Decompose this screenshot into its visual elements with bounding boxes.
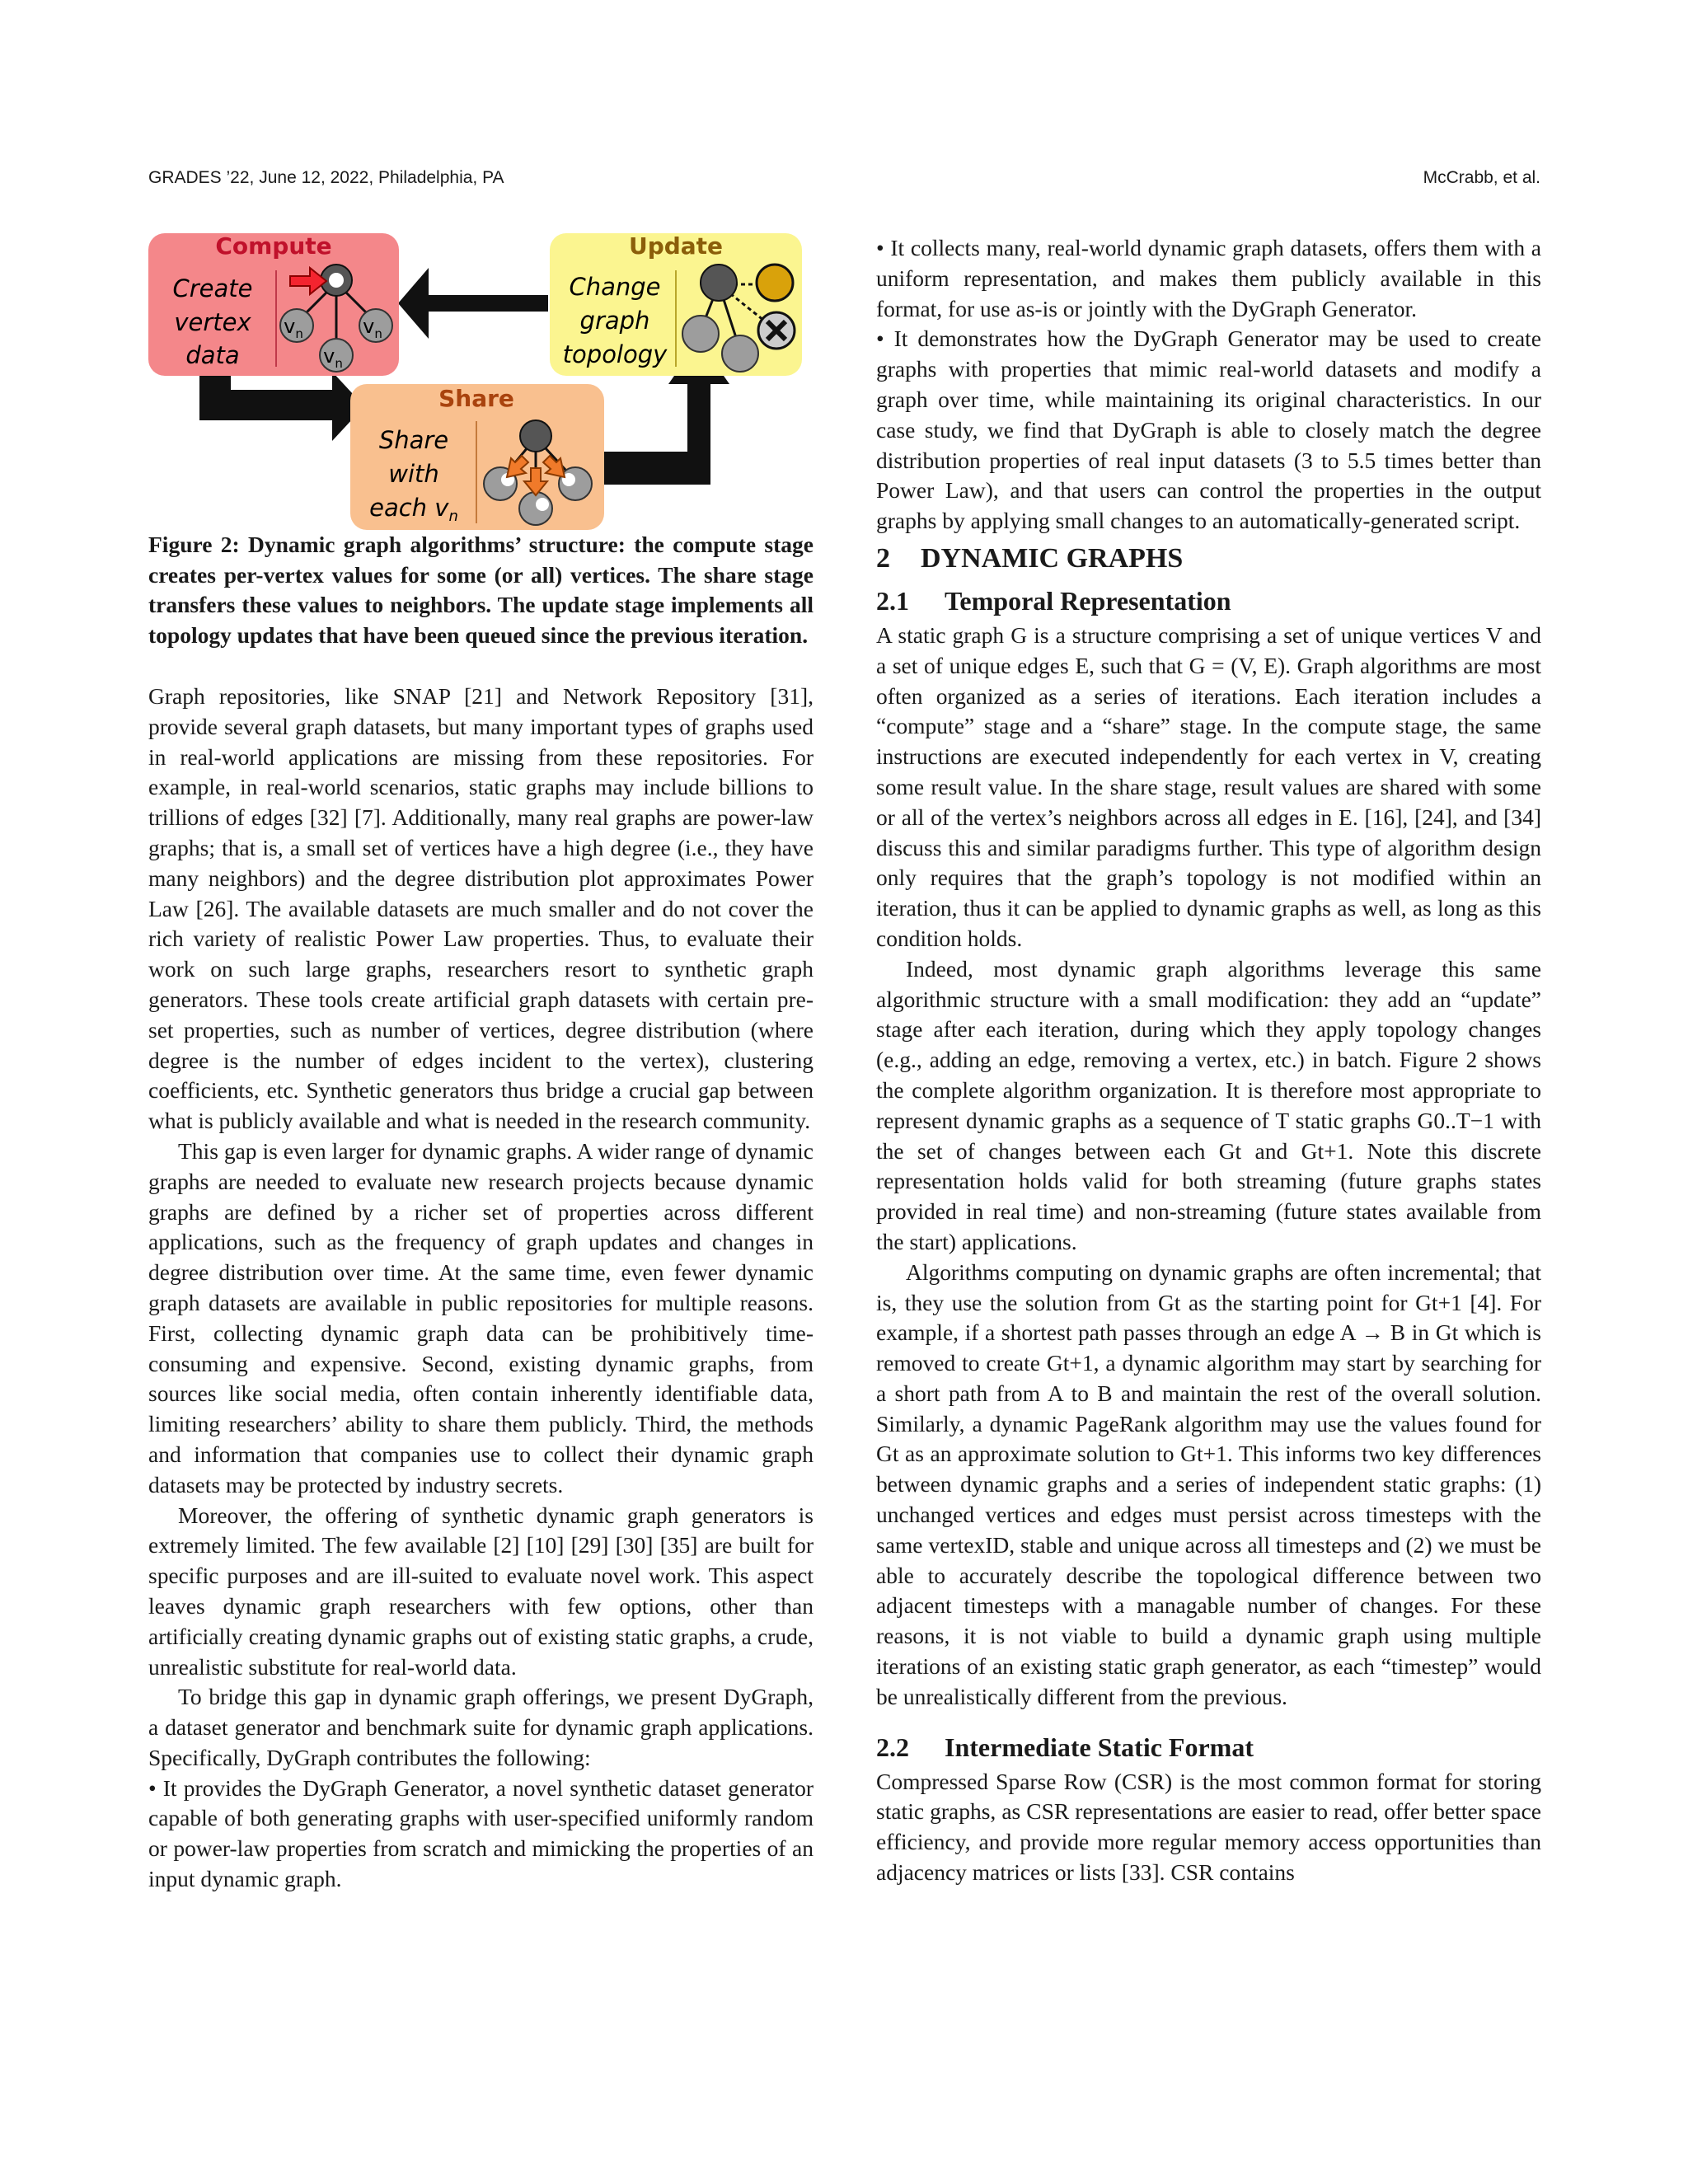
- compute-title: Compute: [215, 233, 332, 260]
- temporal-paragraph-2: Indeed, most dynamic graph algorithms leverage this same algorithmic structure with a small modification: they add an “update” stage after each iteration, during which they apply topology changes (e.g., adding an edge, removing a vertex, etc.) in batch. Figure 2 shows the complete algorithm organization. It is therefore most appropriate to represent dynamic graphs as a sequence of T static graphs G0..T−1 with the set of changes between each Gt and Gt+1. Note this discrete representation holds valid for both streaming (future graphs states provided in real time) and non-streaming (future states available from the start) applications.: [876, 955, 1541, 1254]
- compute-line-3: data: [185, 341, 240, 369]
- subsection-heading-2-2: 2.2 Intermediate Static Format: [876, 1732, 1254, 1762]
- vertex-label: $v_n$: [284, 315, 303, 341]
- share-line-3: each $v_n$: [369, 494, 458, 525]
- temporal-paragraph-3: Algorithms computing on dynamic graphs are often incremental; that is, they use the solution from Gt as the starting point for Gt+1 [4]. For example, if a shortest path passes through an edge A → B in Gt which is removed to create Gt+1, a dynamic algorithm may start by searching for a short path from A to B and maintain the rest of the overall solution. Similarly, a dynamic PageRank algorithm may use the values found for Gt as an approximate solution to Gt+1. This informs two key differences between dynamic graphs and a series of independent static graphs: (1) unchanged vertices and edges must persist across timesteps with the same vertexID, stable and unique across all timesteps and (2) we must be able to accurately describe the topological difference between two adjacent timesteps with a managable number of changes. For these reasons, it is not viable to build a dynamic graph using multiple iterations of an existing static graph generator, as each “timestep” would be unrealistically different from the previous.: [876, 1258, 1541, 1709]
- update-title: Update: [628, 233, 724, 260]
- vertex-label: $v_n$: [323, 344, 343, 371]
- vertex-label: $v_n$: [363, 315, 382, 341]
- share-line-1: Share: [378, 426, 449, 454]
- contribution-bullet-2: • It collects many, real-world dynamic graph datasets, offers them with a uniform representation, and makes them publicly available in this format, for use as-is or jointly with the DyGraph Generator.: [876, 235, 1541, 321]
- update-line-3: topology: [562, 340, 668, 368]
- contribution-bullet-3: • It demonstrates how the DyGraph Generator may be used to create graphs with properties that mimic real-world datasets and modify a graph over time, while maintaining its original characteristics. In our case study, we find that DyGraph is able to closely match the degree distribution properties of real input datasets (3 to 5.5 times better than Power Law), and that users can control the properties in the output graphs by applying small changes to an automatically-generated script.: [876, 326, 1541, 534]
- running-header: [148, 168, 1540, 193]
- right-column: [876, 233, 1541, 1888]
- contribution-bullet-1: • It provides the DyGraph Generator, a novel synthetic dataset generator capable of both generating graphs with user-specified uniformly random or power-law properties from scratch and mimicking the properties of an input dynamic graph.: [148, 1774, 814, 1892]
- compute-line-2: vertex: [174, 308, 251, 336]
- share-title: Share: [438, 385, 514, 412]
- left-paragraph-3: Moreover, the offering of synthetic dynamic graph generators is extremely limited. The few available [2] [10] [29] [30] [35] are built for specific purposes and are ill-suited to evaluate novel work. This aspect leaves dynamic graph researchers with few options, other than artificially creating dynamic graphs out of existing static graphs, a crude, unrealistic substitute for real-world data.: [148, 1502, 814, 1680]
- compute-line-1: Create: [172, 274, 253, 302]
- figure-2: [148, 233, 814, 530]
- added-vertex: [757, 265, 793, 301]
- left-column: [148, 233, 814, 1895]
- subsection-heading-2-1: 2.1 Temporal Representation: [876, 585, 1231, 616]
- left-paragraph-2: This gap is even larger for dynamic graphs. A wider range of dynamic graphs are needed to evaluate new research projects because dynamic graphs are defined by a richer set of properties across different applications, such as the frequency of graph updates and changes in degree distribution over time. At the same time, even fewer dynamic graph datasets are available in public repositories for multiple reasons. First, collecting dynamic graph data can be prohibitively time-consuming and expensive. Second, existing dynamic graphs, from sources like social media, often contain inherently identifiable data, limiting researchers’ ability to share them publicly. Third, the methods and information that companies use to collect their dynamic graph datasets may be protected by industry secrets.: [148, 1137, 814, 1497]
- neighbor-vertex: [682, 316, 719, 352]
- update-line-2: graph: [579, 307, 650, 335]
- section-heading-2: 2 DYNAMIC GRAPHS: [876, 542, 1184, 574]
- left-paragraph-4: To bridge this gap in dynamic graph offerings, we present DyGraph, a dataset generator and benchmark suite for dynamic graph applications. Specifically, DyGraph contributes the following:: [148, 1684, 814, 1770]
- left-paragraph-1: Graph repositories, like SNAP [21] and Network Repository [31], provide several graph datasets, but many important types of graphs used in real-world applications are missing from these repositories. For example, in real-world scenarios, static graphs may include billions to trillions of edges [32] [7]. Additionally, many real graphs are power-law graphs; that is, a small set of vertices have a high degree (i.e., they have many neighbors) and the degree distribution plot approximates Power Law [26]. The available datasets are much smaller and do not cover the rich variety of realistic Power Law properties. Thus, to evaluate their work on such large graphs, researchers resort to synthetic graph generators. These tools create artificial graph datasets with certain pre-set properties, such as number of vertices, degree distribution (where degree is the number of edges incident to the vertex), clustering coefficients, etc. Synthetic generators thus bridge a crucial gap between what is publicly available and what is needed in the research community.: [148, 683, 814, 1134]
- share-line-2: with: [388, 460, 439, 488]
- figure-2-diagram: [148, 233, 814, 530]
- header-authors: McCrabb, et al.: [1423, 168, 1540, 187]
- header-venue: GRADES ’22, June 12, 2022, Philadelphia, PA: [148, 168, 504, 187]
- source-vertex: [520, 420, 551, 452]
- neighbor-vertex: [722, 335, 758, 372]
- figure-caption: Figure 2: Dynamic graph algorithms’ structure: the compute stage creates per-vertex values for some (or all) vertices. The share stage transfers these values to neighbors. The update stage implements all topology updates that have been queued since the previous iteration.: [148, 532, 814, 648]
- vertex-value-marker: [329, 273, 344, 288]
- temporal-paragraph-1: A static graph G is a structure comprising a set of unique vertices V and a set of unique edges E, such that G = (V, E). Graph algorithms are most often organized as a series of iterations. Each iteration includes a “compute” stage and a “share” stage. In the compute stage, the same instructions are executed independently for each vertex in V, creating some result value. In the share stage, result values are shared with some or all of the vertex’s neighbors across all edges in E. [16], [24], and [34] discuss this and similar paradigms further. This type of algorithm design only requires that the graph’s topology is not modified within an iteration, thus it can be applied to dynamic graphs as well, as long as this condition holds.: [876, 621, 1541, 951]
- arrow-compute-to-share: [199, 369, 364, 441]
- arrow-update-to-compute: [398, 268, 548, 339]
- csr-paragraph: Compressed Sparse Row (CSR) is the most common format for storing static graphs, as CSR representations are easier to read, offer better space efficiency, and provide more regular memory access opportunities than adjacency matrices or lists [33]. CSR contains: [876, 1768, 1541, 1886]
- source-vertex: [701, 265, 737, 301]
- shared-value-marker: [536, 498, 549, 511]
- update-line-1: Change: [569, 273, 661, 301]
